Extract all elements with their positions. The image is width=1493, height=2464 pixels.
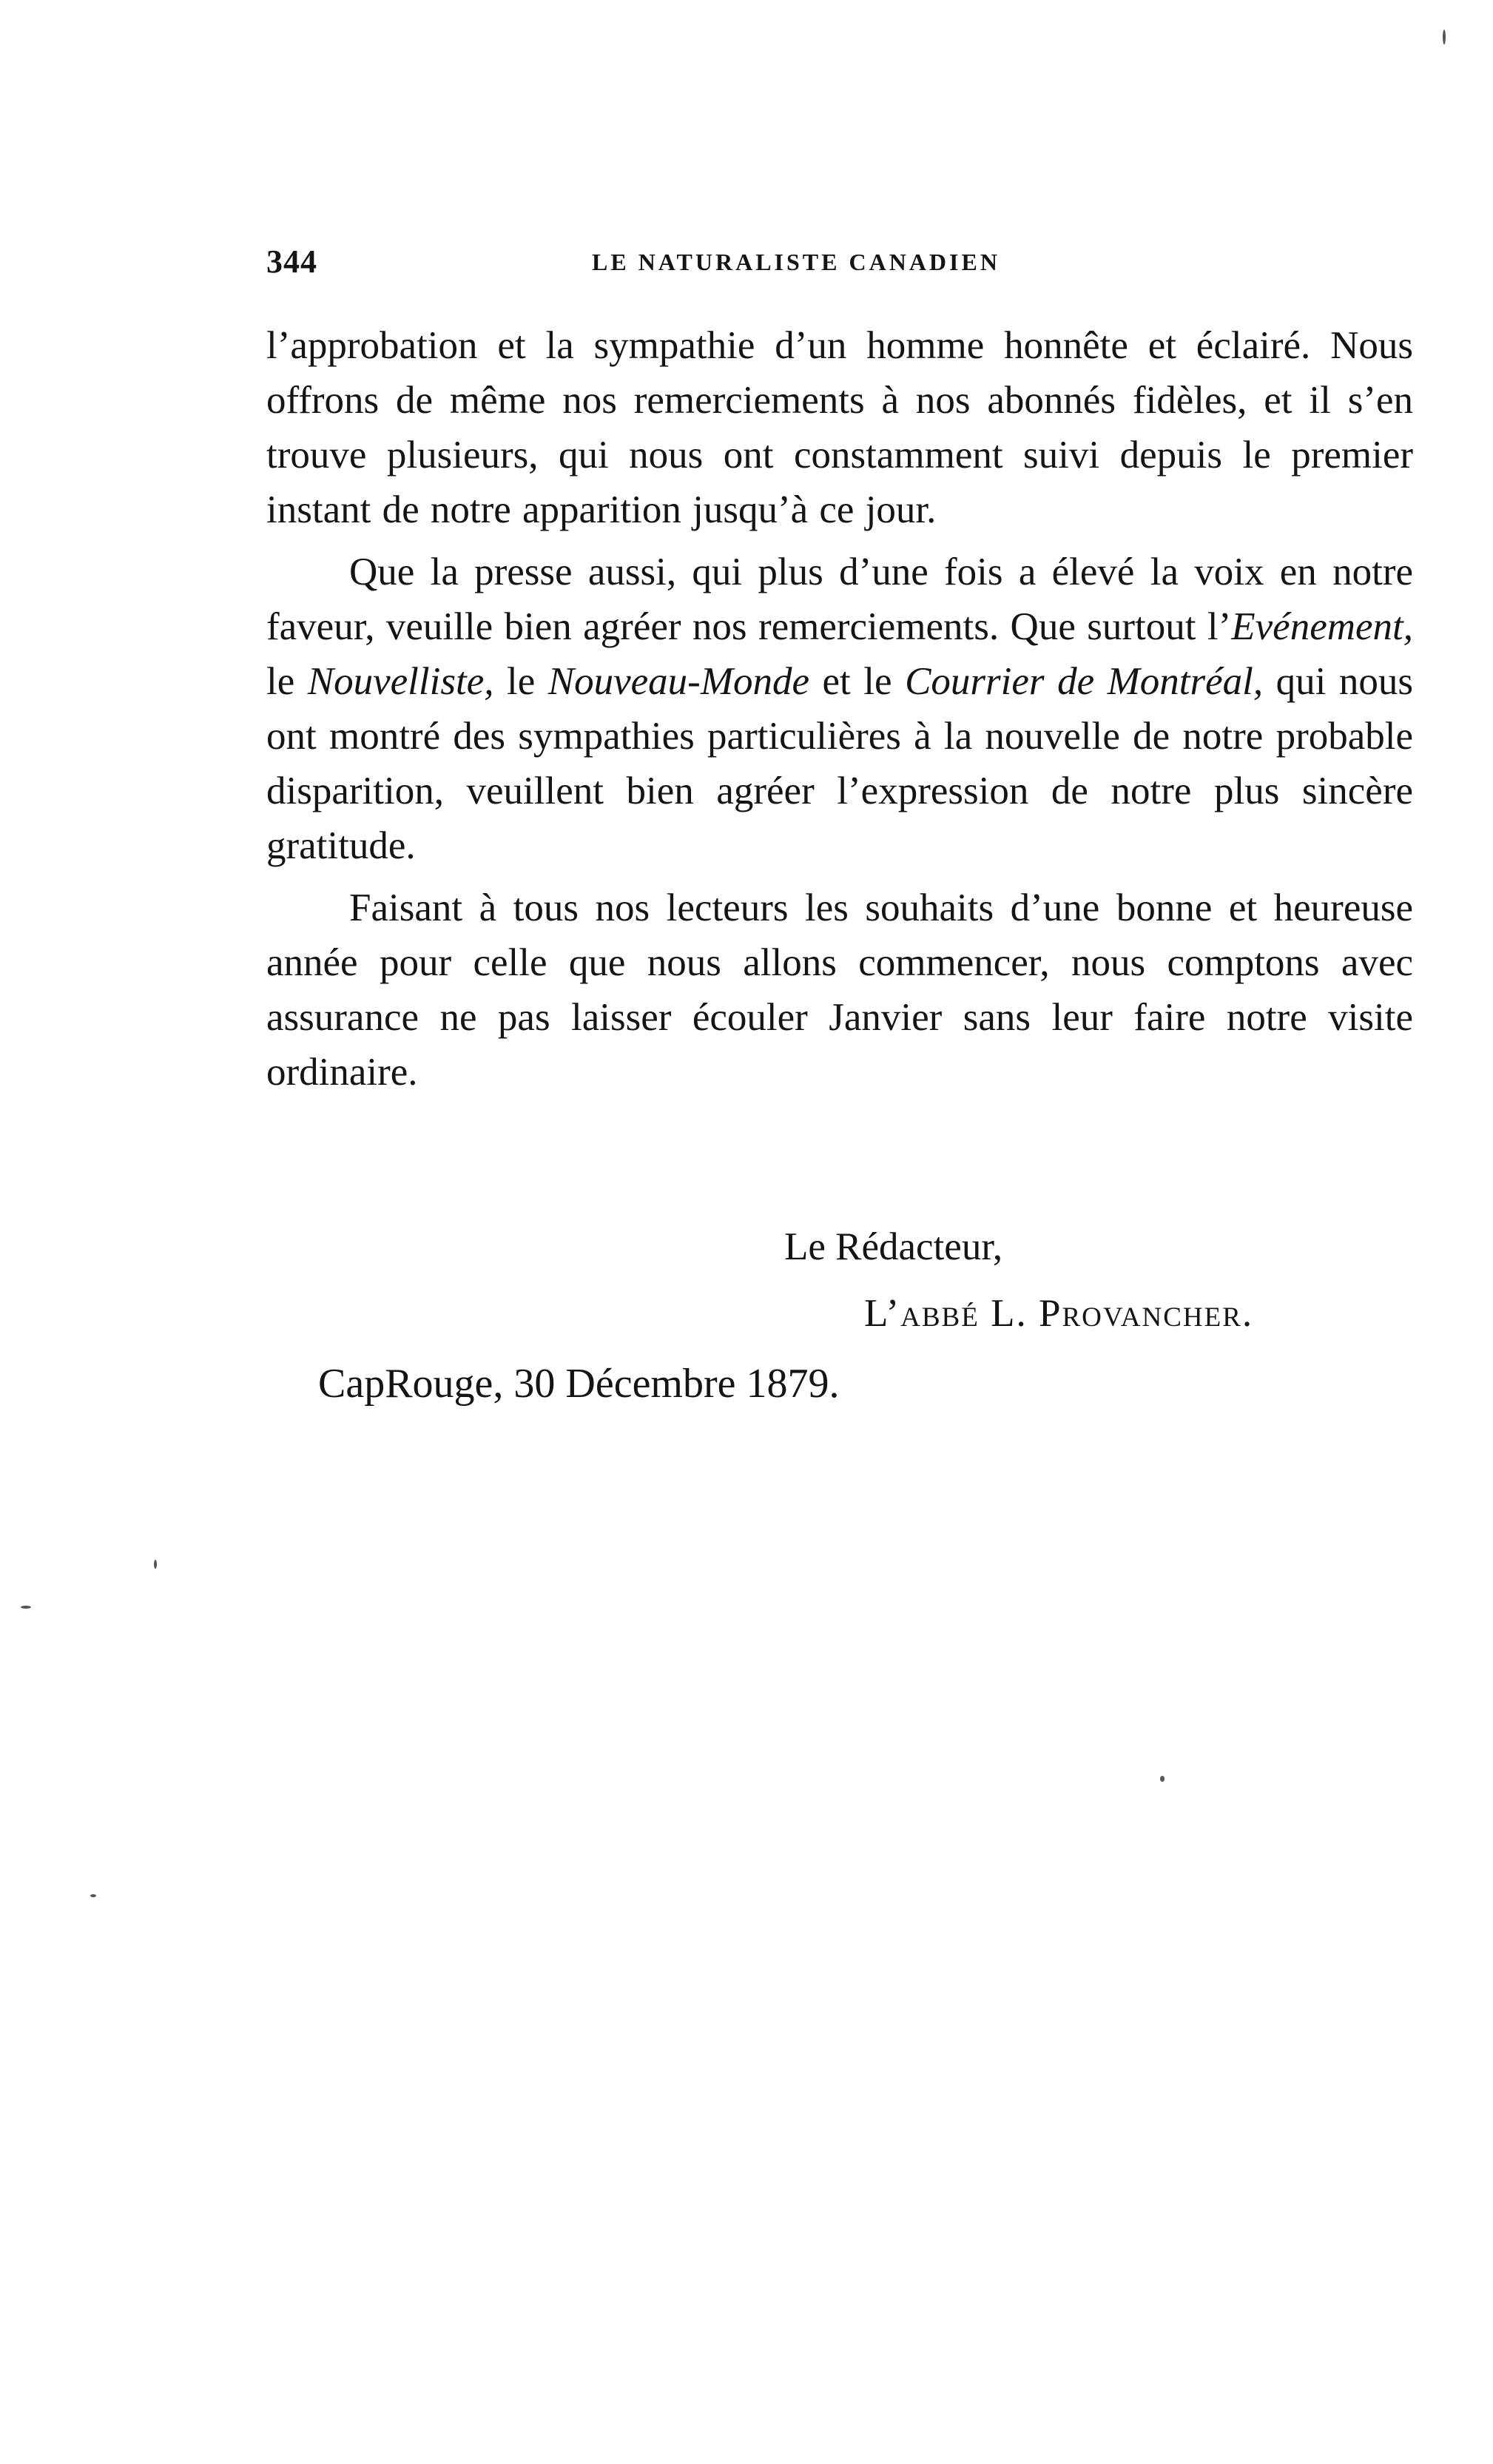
newspaper-evenement: Evénement, — [1231, 605, 1413, 648]
running-head — [266, 243, 1420, 287]
dateline: CapRouge, 30 Décembre 1879. — [318, 1361, 840, 1407]
paragraph-2 — [266, 545, 1413, 873]
signature-name — [864, 1280, 1253, 1347]
scan-speck — [21, 1606, 31, 1609]
signature-name-prefix: L’abbé L. — [864, 1292, 1039, 1335]
newspaper-courrier: Courrier de Montréal, — [905, 660, 1264, 703]
paragraph-2-text-e: qui nous ont montré des sympathies particulières à la nouvelle de notre probable disparition, veuillent bien agréer l’expression de notre plus sincère gratitude. — [266, 660, 1414, 867]
newspaper-nouvelliste: Nouvelliste, — [307, 660, 494, 703]
newspaper-nouveau-monde: Nouveau-Monde — [547, 660, 810, 703]
paragraph-2-text-d: et le — [809, 660, 906, 703]
paragraph-2-text-c: le — [493, 660, 548, 703]
scan-speck — [154, 1560, 157, 1569]
scan-speck — [1443, 30, 1446, 44]
paragraph-2-text-b: le — [266, 660, 308, 703]
signature-role: Le Rédacteur, — [784, 1225, 1003, 1268]
paragraph-3: Faisant à tous nos lecteurs les souhaits d’une bonne et heureuse année pour celle que nous allons commencer, nous comptons avec assurance ne pas laisser écouler Janvier sans leur faire notre visite ordinaire. — [266, 886, 1413, 1094]
journal-title: LE NATURALISTE CANADIEN — [592, 249, 1000, 275]
page-number: 344 — [266, 243, 317, 280]
scan-speck — [1160, 1776, 1165, 1782]
paragraph-1: l’approbation et la sympathie d’un homme honnête et éclairé. Nous offrons de même nos remerciements à nos abonnés fidèles, et il s’en trouve plusieurs, qui nous ont constamment suivi depuis le premier instant de notre apparition jusqu’à ce jour. — [266, 324, 1413, 531]
paragraph-2-text-a: Que la presse aussi, qui plus d’une fois a élevé la voix en notre faveur, veuille bien agréer nos remerciements. Que surtout l’ — [266, 551, 1413, 648]
body-text — [266, 318, 1413, 1100]
scan-speck — [90, 1894, 96, 1897]
signature-surname: Provancher. — [1038, 1292, 1254, 1335]
